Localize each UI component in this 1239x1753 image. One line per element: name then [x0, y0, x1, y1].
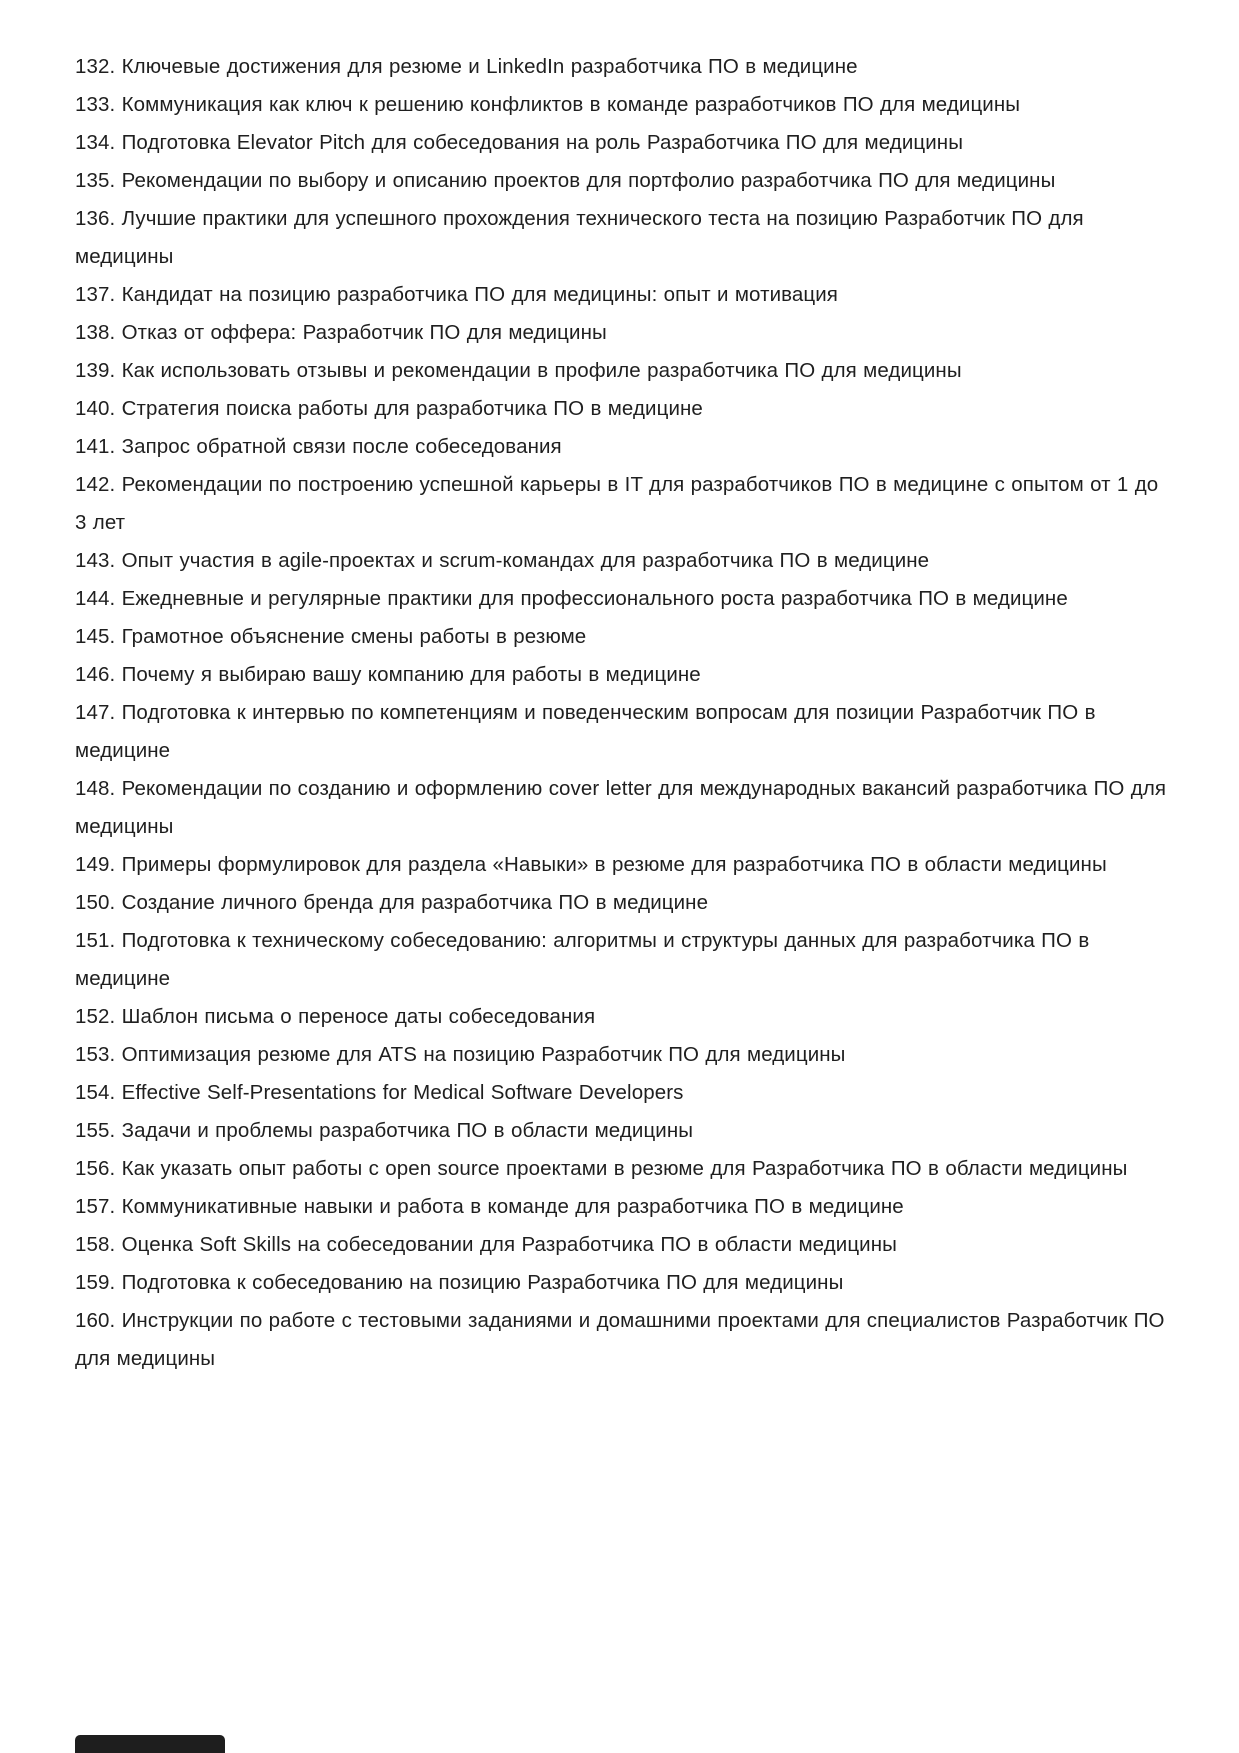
- list-item: 156. Как указать опыт работы с open source проектами в резюме для Разработчика ПО в области медицины: [75, 1157, 1128, 1180]
- list-item: 132. Ключевые достижения для резюме и LinkedIn разработчика ПО в медицине: [75, 55, 858, 78]
- list-item: 141. Запрос обратной связи после собеседования: [75, 435, 562, 458]
- bottom-overlay-badge: [75, 1735, 225, 1753]
- list-item: 159. Подготовка к собеседованию на позицию Разработчика ПО для медицины: [75, 1271, 844, 1294]
- list-item: 140. Стратегия поиска работы для разработчика ПО в медицине: [75, 397, 703, 420]
- list-item: 158. Оценка Soft Skills на собеседовании для Разработчика ПО в области медицины: [75, 1233, 897, 1256]
- list-item: 154. Effective Self-Presentations for Medical Software Developers: [75, 1081, 684, 1104]
- list-item: 150. Создание личного бренда для разработчика ПО в медицине: [75, 891, 709, 914]
- list-item: 147. Подготовка к интервью по компетенциям и поведенческим вопросам для позиции Разработчик ПО в медицине: [75, 701, 1096, 762]
- list-item: 149. Примеры формулировок для раздела «Навыки» в резюме для разработчика ПО в области медицины: [75, 853, 1107, 876]
- list-item: 144. Ежедневные и регулярные практики для профессионального роста разработчика ПО в медицине: [75, 587, 1068, 610]
- list-item: 138. Отказ от оффера: Разработчик ПО для медицины: [75, 321, 607, 344]
- list-item: 143. Опыт участия в agile-проектах и scrum-командах для разработчика ПО в медицине: [75, 549, 930, 572]
- list-item: 139. Как использовать отзывы и рекомендации в профиле разработчика ПО для медицины: [75, 359, 962, 382]
- list-item: 146. Почему я выбираю вашу компанию для работы в медицине: [75, 663, 701, 686]
- list-item: 134. Подготовка Elevator Pitch для собеседования на роль Разработчика ПО для медицины: [75, 131, 964, 154]
- list-item: 151. Подготовка к техническому собеседованию: алгоритмы и структуры данных для разработчика ПО в медицине: [75, 929, 1090, 990]
- list-item: 142. Рекомендации по построению успешной карьеры в IT для разработчиков ПО в медицине с опытом от 1 до 3 лет: [75, 473, 1159, 534]
- list-item: 160. Инструкции по работе с тестовыми заданиями и домашними проектами для специалистов Разработчик ПО для медицины: [75, 1309, 1165, 1370]
- list-item: 136. Лучшие практики для успешного прохождения технического теста на позицию Разработчик ПО для медицины: [75, 207, 1084, 268]
- list-item: 153. Оптимизация резюме для ATS на позицию Разработчик ПО для медицины: [75, 1043, 846, 1066]
- list-item: 133. Коммуникация как ключ к решению конфликтов в команде разработчиков ПО для медицины: [75, 93, 1021, 116]
- list-item: 152. Шаблон письма о переносе даты собеседования: [75, 1005, 596, 1028]
- list-item: 135. Рекомендации по выбору и описанию проектов для портфолио разработчика ПО для медицины: [75, 169, 1056, 192]
- list-item: 145. Грамотное объяснение смены работы в резюме: [75, 625, 587, 648]
- list-item: 137. Кандидат на позицию разработчика ПО для медицины: опыт и мотивация: [75, 283, 838, 306]
- list-item: 148. Рекомендации по созданию и оформлению cover letter для международных вакансий разработчика ПО для медицины: [75, 777, 1167, 838]
- list-item: 157. Коммуникативные навыки и работа в команде для разработчика ПО в медицине: [75, 1195, 904, 1218]
- numbered-list: [75, 48, 1167, 1378]
- list-item: 155. Задачи и проблемы разработчика ПО в области медицины: [75, 1119, 694, 1142]
